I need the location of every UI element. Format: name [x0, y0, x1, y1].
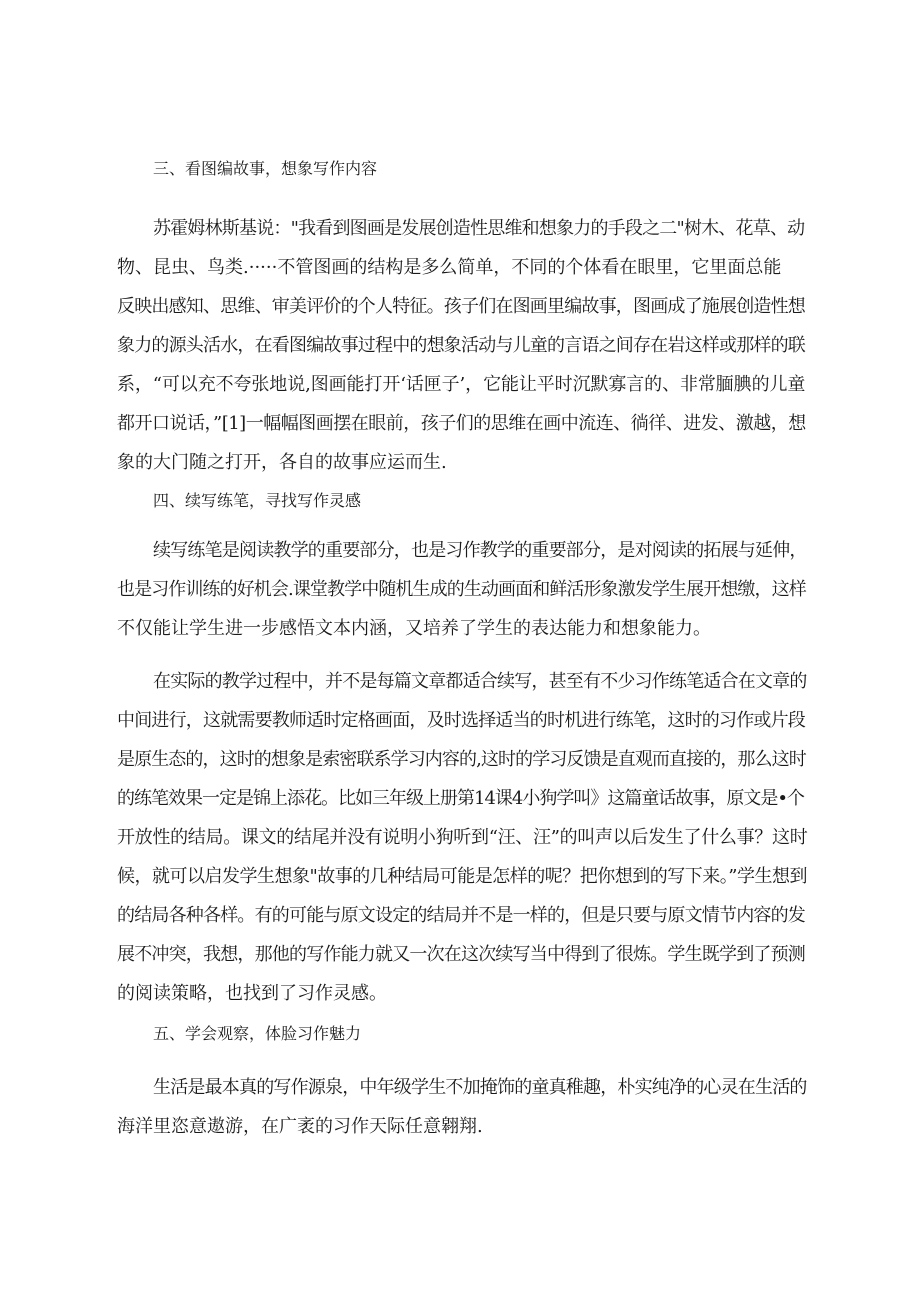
text-line: 的阅读策略，也找到了习作灵感。: [117, 983, 387, 1004]
text-line: 中间进行，这就需要教师适时定格画面，及时选择适当的时机进行练笔，这时的习作或片段: [117, 710, 805, 731]
section-3-paragraph-1: [117, 209, 807, 482]
text-line: 海洋里恣意遨游，在广袤的习作天际任意翱翔.: [117, 1116, 483, 1137]
section-3: [117, 154, 807, 184]
text-line: 开放性的结局。课文的结尾并没有说明小狗听到“汪、汪”的叫声以后发生了什么事？这时: [117, 827, 808, 848]
text-line: 系，“可以充不夸张地说,图画能打开‘话匣子’，它能让平时沉默寡言的、非常腼腆的儿童: [117, 374, 806, 395]
text-line: 是原生态的，这时的想象是索密联系学习内容的,这时的学习反馈是直观而直接的，那么这时: [117, 749, 806, 770]
section-5: [117, 1019, 807, 1049]
text-line: 候，就可以启发学生想象"故事的几种结局可能是怎样的呢？把你想到的写下来。”学生想到: [117, 866, 807, 887]
text-line: 反映出感知、思维、审美评价的个人特征。孩子们在图画里编故事，图画成了施展创造性想: [117, 296, 805, 317]
text-line: 的结局各种各样。有的可能与原文设定的结局并不是一样的，但是只要与原文情节内容的发: [117, 905, 805, 926]
text-line: 续写练笔是阅读教学的重要部分，也是习作教学的重要部分，是对阅读的拓展与延伸，: [153, 540, 807, 561]
section-4-paragraph-1: [117, 531, 807, 648]
text-line: 象的大门随之打开，各自的故事应运而生.: [117, 452, 447, 473]
text-line: 物、昆虫、鸟类.·····不管图画的结构是多么简单，不同的个体看在眼里，它里面总能: [117, 257, 782, 278]
section-4: [117, 486, 807, 516]
text-line: 也是习作训练的好机会.课堂教学中随机生成的生动画面和鲜活形象激发学生展开想缴，这样: [117, 579, 806, 600]
section-5-paragraph-1: [117, 1068, 807, 1146]
text-line: 都开口说话，”[1]一幅幅图画摆在眼前，孩子们的思维在画中流连、徜徉、进发、激越，想: [117, 413, 806, 434]
text-line: 生活是最本真的写作源泉，中年级学生不加掩饰的童真稚趣，朴实纯净的心灵在生活的: [153, 1077, 807, 1098]
text-line: 苏霍姆林斯基说："我看到图画是发展创造性思维和想象力的手段之二"树木、花草、动: [153, 218, 805, 239]
section-heading: 五、学会观察，体脸习作魅力: [153, 1024, 362, 1043]
text-line: 不仅能让学生进一步感悟文本内涵，又培养了学生的表达能力和想象能力。: [117, 618, 711, 639]
text-line: 展不冲突，我想，那他的写作能力就又一次在这次续写当中得到了很炼。学生既学到了预测: [117, 944, 805, 965]
section-4-paragraph-2: [117, 662, 807, 1013]
text-line: 的练笔效果一定是锦上添花。比如三年级上册第14课4小狗学叫》这篇童话故事，原文是•个: [117, 788, 804, 809]
section-heading: 四、续写练笔，寻找写作灵感: [153, 491, 362, 510]
section-heading: 三、看图编故事，想象写作内容: [153, 159, 378, 178]
text-line: 象力的源头活水，在看图编故事过程中的想象活动与儿童的言语之间存在岩这样或那样的联: [117, 335, 805, 356]
text-line: 在实际的教学过程中，并不是每篇文章都适合续写，甚至有不少习作练笔适合在文章的: [153, 671, 807, 692]
